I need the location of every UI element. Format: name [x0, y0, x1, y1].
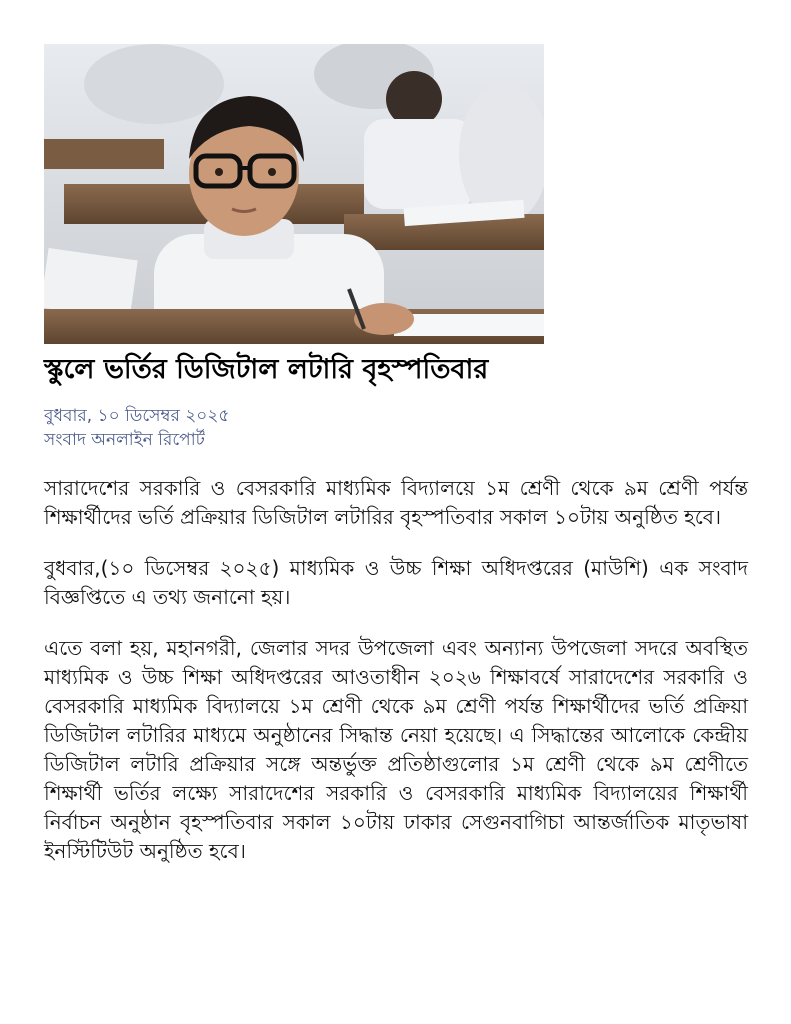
article-photo	[44, 44, 544, 344]
article-headline: স্কুলে ভর্তির ডিজিটাল লটারি বৃহস্পতিবার	[44, 354, 489, 385]
article-meta	[44, 404, 229, 452]
classroom-photo-illustration	[44, 44, 544, 344]
article-paragraph: সারাদেশের সরকারি ও বেসরকারি মাধ্যমিক বিদ্যালয়ে ১ম শ্রেণী থেকে ৯ম শ্রেণী পর্যন্ত শিক্ষার্থীদের ভর্তি প্রক্রিয়ার ডিজিটাল লটারির বৃহস্পতিবার সকাল ১০টায় অনুষ্ঠিত হবে।	[44, 476, 748, 529]
article-date: বুধবার, ১০ ডিসেম্বর ২০২৫	[44, 406, 230, 426]
article-paragraph: বুধবার,(১০ ডিসেম্বর ২০২৫) মাধ্যমিক ও উচ্চ শিক্ষা অধিদপ্তরের (মাউশি) এক সংবাদ বিজ্ঞপ্তিতে এ তথ্য জনানো হয়।	[44, 556, 748, 609]
article-byline: সংবাদ অনলাইন রিপোর্ট	[44, 430, 205, 450]
article-body	[44, 474, 748, 888]
article-paragraph: এতে বলা হয়, মহানগরী, জেলার সদর উপজেলা এবং অন্যান্য উপজেলা সদরে অবস্থিত মাধ্যমিক ও উচ্চ শিক্ষা অধিদপ্তরের আওতাধীন ২০২৬ শিক্ষাবর্ষে সারাদেশের সরকারি ও বেসরকারি মাধ্যমিক বিদ্যালয়ে ১ম শ্রেণী থেকে ৯ম শ্রেণী পর্যন্ত শিক্ষার্থীদের ভর্তি প্রক্রিয়া ডিজিটাল লটারির মাধ্যমে অনুষ্ঠানের সিদ্ধান্ত নেয়া হয়েছে। এ সিদ্ধান্তের আলোকে কেন্দ্রীয় ডিজিটাল লটারি প্রক্রিয়ার সঙ্গে অন্তর্ভুক্ত প্রতিষ্ঠাগুলোর ১ম শ্রেণী থেকে ৯ম শ্রেণীতে শিক্ষার্থী ভর্তির লক্ষ্যে সারাদেশের সরকারি ও বেসরকারি মাধ্যমিক বিদ্যালয়ের শিক্ষার্থী নির্বাচন অনুষ্ঠান বৃহস্পতিবার সকাল ১০টায় ঢাকার সেগুনবাগিচা আন্তর্জাতিক মাতৃভাষা ইনস্টিটিউট অনুষ্ঠিত হবে।	[44, 636, 748, 863]
